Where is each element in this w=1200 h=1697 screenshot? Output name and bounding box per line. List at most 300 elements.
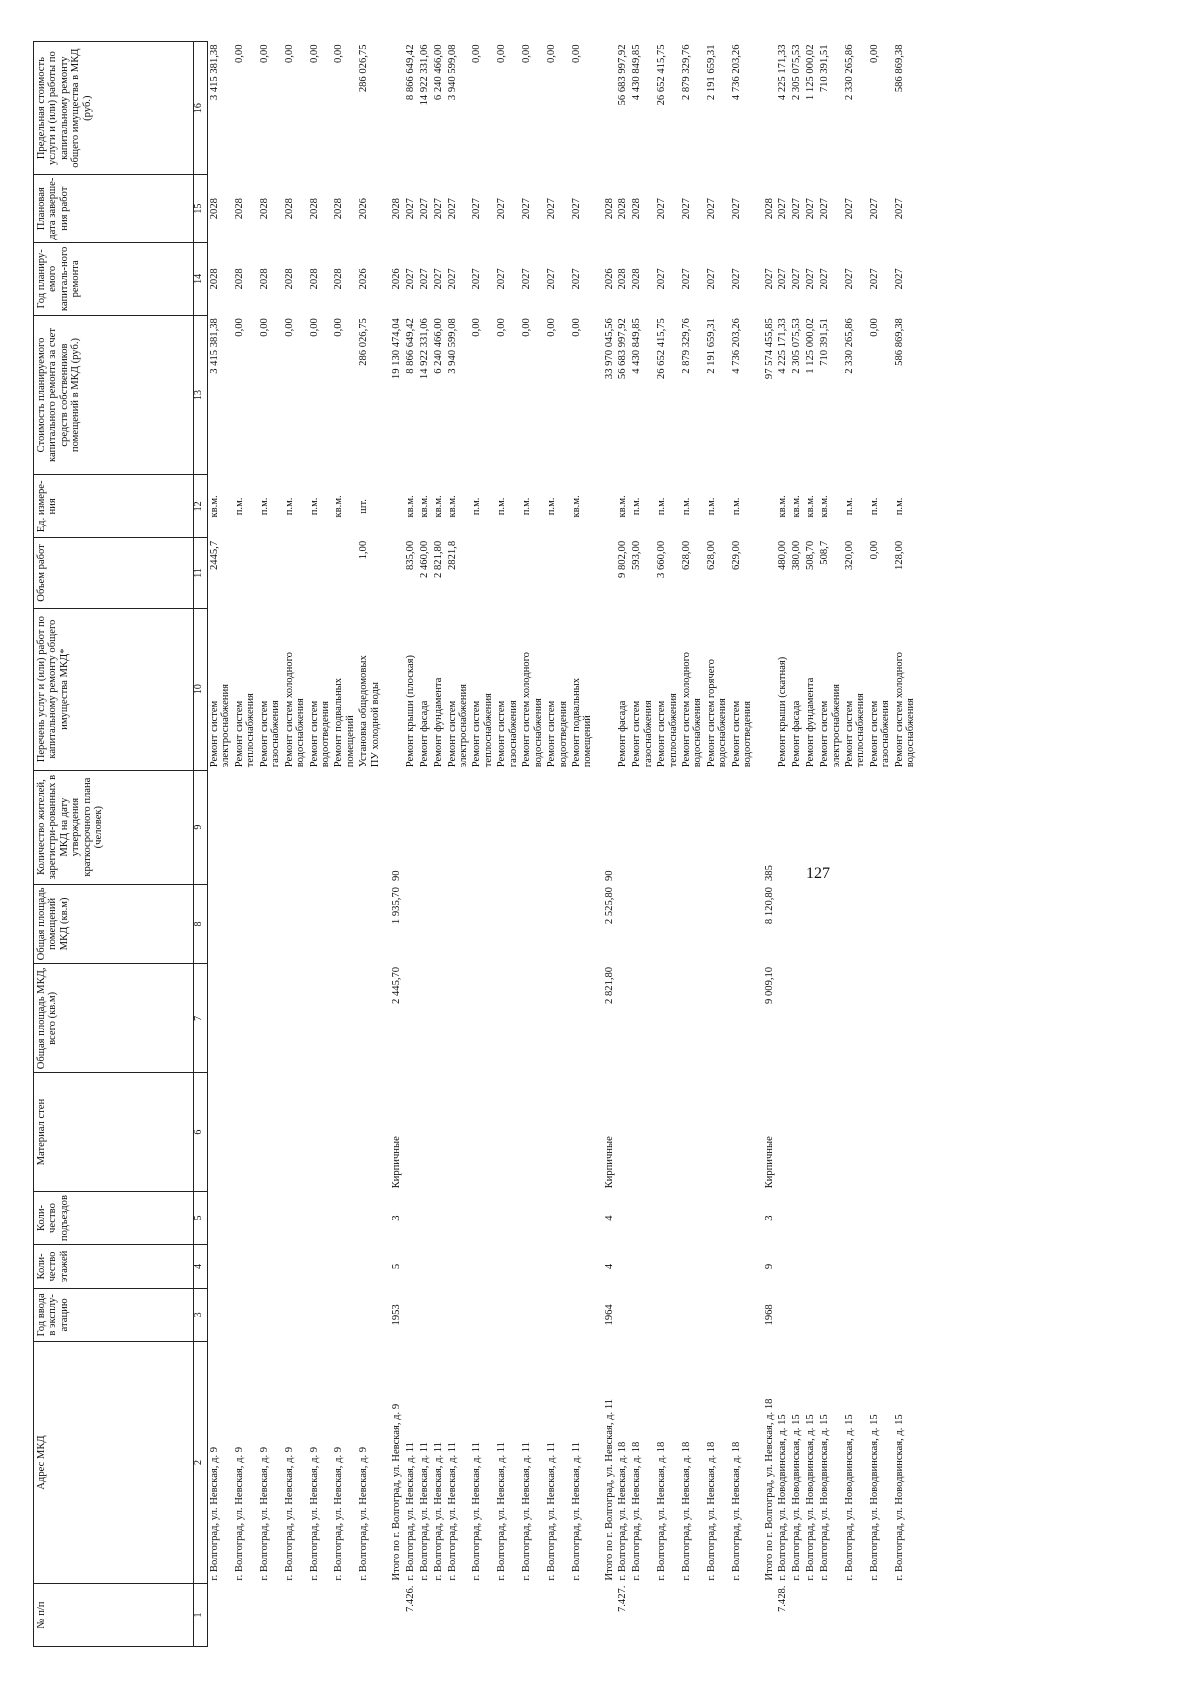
cell-work-volume xyxy=(520,538,545,608)
cell-work-volume: 1,00 xyxy=(358,540,370,560)
cell-completion-date: 2027 xyxy=(418,198,430,220)
cell-work-type xyxy=(595,608,616,770)
cell-commission-year xyxy=(868,1288,893,1341)
cell-work-volume: 593,00 xyxy=(631,540,643,570)
cell-max-cost: 0,00 xyxy=(258,44,270,64)
cell-wall-material xyxy=(357,1073,382,1192)
cell-work-volume xyxy=(570,538,595,608)
column-header: Год планиру-емого капиталь-ного ремонта xyxy=(34,243,194,316)
cell-work-type: Ремонт фасада xyxy=(418,700,430,768)
cell-completion-date: 2028 xyxy=(617,198,629,220)
cell-total-area xyxy=(404,964,418,1073)
cell-floors: 5 xyxy=(391,1263,403,1270)
cell-work-type: Ремонт систем газоснабжения xyxy=(496,700,519,768)
cell-wall-material xyxy=(208,1073,233,1192)
cell-max-cost: 0,00 xyxy=(233,44,245,64)
cell-work-volume xyxy=(495,538,520,608)
cell-work-type: Ремонт систем холодного водоснабжения xyxy=(283,652,307,768)
cell-row-number xyxy=(818,1584,843,1647)
cell-completion-date: 2027 xyxy=(893,198,905,220)
cell-repair-year: 2028 xyxy=(209,268,220,290)
cell-floors xyxy=(868,1245,893,1289)
cell-address: г. Волгоград, ул. Невская, д. 9 xyxy=(308,1446,320,1581)
cell-total-area: 2 445,70 xyxy=(391,966,403,1004)
cell-commission-year xyxy=(357,1288,382,1341)
cell-repair-year: 2028 xyxy=(617,268,629,290)
table-row xyxy=(446,42,471,1647)
cell-entrances xyxy=(520,1191,545,1244)
cell-total-area xyxy=(432,964,446,1073)
table-row xyxy=(283,42,308,1647)
cell-floors xyxy=(283,1245,308,1289)
cell-residents xyxy=(893,770,918,884)
cell-total-area xyxy=(357,964,382,1073)
cell-row-number xyxy=(233,1584,258,1647)
cell-row-number xyxy=(595,1584,616,1647)
cell-max-cost: 0,00 xyxy=(570,44,582,64)
cell-max-cost: 6 240 466,00 xyxy=(432,44,444,101)
cell-completion-date: 2027 xyxy=(843,198,855,220)
cell-row-number: 7.428. xyxy=(777,1585,789,1613)
cell-premises-area xyxy=(495,884,520,964)
cell-completion-date: 2028 xyxy=(763,198,775,220)
cell-completion-date: 2027 xyxy=(656,198,668,220)
cell-max-cost xyxy=(382,42,403,175)
column-header: Ед. измере-ния xyxy=(34,475,194,538)
cell-row-number xyxy=(382,1584,403,1647)
cell-unit: шт. xyxy=(358,499,370,514)
cell-wall-material xyxy=(520,1073,545,1192)
cell-unit: кв.м. xyxy=(791,495,803,518)
cell-total-area xyxy=(843,964,868,1073)
column-header: № п/п xyxy=(34,1584,194,1647)
cell-completion-date: 2028 xyxy=(209,198,220,220)
cell-max-cost: 4 736 203,26 xyxy=(730,44,742,101)
cell-wall-material xyxy=(818,1073,843,1192)
cell-address: г. Волгоград, ул. Невская, д. 11 xyxy=(432,1442,444,1581)
cell-entrances xyxy=(655,1191,680,1244)
cell-total-area xyxy=(332,964,357,1073)
cell-floors xyxy=(776,1245,790,1289)
cell-work-volume: 2 460,00 xyxy=(418,540,430,578)
cell-address: г. Волгоград, ул. Невская, д. 18 xyxy=(631,1441,643,1581)
cell-residents: 385 xyxy=(763,865,775,882)
cell-unit: кв.м. xyxy=(404,495,416,518)
cell-row-number xyxy=(630,1584,655,1647)
cell-wall-material xyxy=(868,1073,893,1192)
column-number: 10 xyxy=(194,608,208,770)
cell-work-volume: 380,00 xyxy=(791,540,803,570)
cell-premises-area xyxy=(730,884,755,964)
cell-address: г. Волгоград, ул. Новодвинская, д. 15 xyxy=(805,1414,817,1581)
cell-repair-year: 2028 xyxy=(233,268,245,290)
cell-floors xyxy=(495,1245,520,1289)
cell-total-area: 9 009,10 xyxy=(763,966,775,1004)
cell-row-number xyxy=(655,1584,680,1647)
cell-premises-area: 8 120,80 xyxy=(763,887,775,925)
cell-planned-cost: 1 125 000,02 xyxy=(805,318,817,374)
cell-unit: кв.м. xyxy=(805,495,817,518)
column-number: 9 xyxy=(194,770,208,884)
table-row xyxy=(616,42,630,1647)
cell-planned-cost: 14 922 331,06 xyxy=(418,318,430,380)
cell-premises-area xyxy=(258,884,283,964)
cell-entrances xyxy=(495,1191,520,1244)
cell-row-number: 7.426. xyxy=(404,1585,416,1613)
cell-residents xyxy=(495,770,520,884)
cell-completion-date: 2026 xyxy=(358,198,370,220)
cell-repair-year: 2027 xyxy=(521,268,533,290)
cell-unit: п.м. xyxy=(521,497,533,516)
column-number: 5 xyxy=(194,1191,208,1244)
cell-max-cost: 8 866 649,42 xyxy=(404,44,416,101)
cell-planned-cost: 97 574 455,85 xyxy=(763,318,775,380)
cell-work-volume: 320,00 xyxy=(843,540,855,570)
cell-work-volume: 835,00 xyxy=(404,540,416,570)
table-row xyxy=(730,42,755,1647)
cell-floors xyxy=(545,1245,570,1289)
cell-wall-material: Кирпичные xyxy=(391,1136,403,1189)
cell-wall-material xyxy=(776,1073,790,1192)
cell-commission-year xyxy=(283,1288,308,1341)
page-number: 127 xyxy=(806,865,830,882)
column-header: Предельная стоимость услуги и (или) работы по капитальному ремонту общего имущества в МКД (руб.) xyxy=(34,42,194,175)
column-number: 13 xyxy=(194,315,208,475)
cell-row-number: 7.427. xyxy=(617,1585,629,1613)
cell-address: г. Волгоград, ул. Новодвинская, д. 15 xyxy=(868,1414,880,1581)
cell-residents xyxy=(730,770,755,884)
cell-total-area xyxy=(570,964,595,1073)
cell-floors xyxy=(418,1245,432,1289)
cell-work-volume: 628,00 xyxy=(681,540,692,570)
cell-entrances xyxy=(208,1191,233,1244)
cell-max-cost: 2 879 329,76 xyxy=(681,44,692,101)
cell-residents xyxy=(655,770,680,884)
cell-wall-material xyxy=(655,1073,680,1192)
table-body xyxy=(208,42,918,1647)
column-header: Количество жителей, зарегистри-рованных в МКД на дату утверждения краткосрочного плана (человек) xyxy=(34,770,194,884)
cell-address: г. Волгоград, ул. Невская, д. 11 xyxy=(404,1442,416,1581)
column-number: 11 xyxy=(194,538,208,608)
table-row xyxy=(790,42,804,1647)
cell-unit: кв.м. xyxy=(570,495,582,518)
cell-repair-year: 2028 xyxy=(258,268,270,290)
cell-commission-year xyxy=(432,1288,446,1341)
cell-commission-year xyxy=(655,1288,680,1341)
cell-floors xyxy=(332,1245,357,1289)
column-number: 14 xyxy=(194,243,208,316)
table-row xyxy=(308,42,333,1647)
cell-work-type: Ремонт систем холодного водоснабжения xyxy=(681,652,704,768)
cell-work-type xyxy=(382,608,403,770)
cell-max-cost: 0,00 xyxy=(471,44,483,64)
cell-total-area xyxy=(446,964,471,1073)
column-number: 1 xyxy=(194,1584,208,1647)
cell-wall-material xyxy=(705,1073,730,1192)
table-row xyxy=(804,42,818,1647)
cell-unit: п.м. xyxy=(893,497,905,516)
cell-total-area xyxy=(655,964,680,1073)
cell-floors xyxy=(233,1245,258,1289)
cell-residents: 90 xyxy=(603,870,615,882)
cell-residents xyxy=(233,770,258,884)
column-header: Общая площадь помещений МКД (кв.м) xyxy=(34,884,194,964)
cell-repair-year: 2027 xyxy=(763,268,775,290)
cell-commission-year xyxy=(804,1288,818,1341)
cell-entrances xyxy=(404,1191,418,1244)
column-number: 2 xyxy=(194,1341,208,1583)
cell-wall-material xyxy=(470,1073,495,1192)
cell-residents xyxy=(283,770,308,884)
cell-premises-area xyxy=(332,884,357,964)
cell-repair-year: 2028 xyxy=(631,268,643,290)
table-row xyxy=(432,42,446,1647)
column-header: Объем работ xyxy=(34,538,194,608)
cell-address: г. Волгоград, ул. Невская, д. 11 xyxy=(570,1442,582,1581)
cell-row-number xyxy=(843,1584,868,1647)
cell-planned-cost: 2 879 329,76 xyxy=(681,318,692,374)
cell-work-volume: 629,00 xyxy=(730,540,742,570)
cell-work-type: Ремонт фундамента xyxy=(805,677,817,768)
cell-work-volume xyxy=(382,538,403,608)
column-number: 4 xyxy=(194,1245,208,1289)
cell-premises-area xyxy=(432,884,446,964)
cell-repair-year: 2028 xyxy=(333,268,345,290)
cell-wall-material xyxy=(730,1073,755,1192)
cell-commission-year xyxy=(630,1288,655,1341)
cell-entrances xyxy=(630,1191,655,1244)
cell-commission-year xyxy=(776,1288,790,1341)
cell-floors xyxy=(446,1245,471,1289)
table-row xyxy=(418,42,432,1647)
cell-repair-year: 2026 xyxy=(391,268,403,290)
cell-entrances xyxy=(283,1191,308,1244)
cell-work-type: Ремонт систем газоснабжения xyxy=(258,700,282,768)
cell-premises-area xyxy=(308,884,333,964)
cell-unit: п.м. xyxy=(843,497,855,516)
capital-repair-table xyxy=(33,41,918,1647)
cell-unit: кв.м. xyxy=(446,495,458,518)
cell-premises-area xyxy=(843,884,868,964)
cell-work-type: Ремонт систем горячего водоснабжения xyxy=(705,659,729,768)
cell-max-cost: 710 391,51 xyxy=(819,44,831,93)
cell-commission-year xyxy=(258,1288,283,1341)
cell-entrances xyxy=(418,1191,432,1244)
cell-address: г. Волгоград, ул. Невская, д. 9 xyxy=(283,1446,295,1581)
cell-max-cost: 0,00 xyxy=(333,44,345,64)
cell-unit xyxy=(382,475,403,538)
cell-work-type: Ремонт фасада xyxy=(791,700,803,768)
cell-repair-year: 2028 xyxy=(308,268,320,290)
cell-floors xyxy=(208,1245,233,1289)
cell-wall-material xyxy=(404,1073,418,1192)
cell-address: г. Волгоград, ул. Невская, д. 11 xyxy=(471,1442,483,1581)
cell-row-number xyxy=(432,1584,446,1647)
cell-planned-cost: 0,00 xyxy=(521,318,533,337)
cell-address: г. Волгоград, ул. Новодвинская, д. 15 xyxy=(819,1414,831,1581)
column-number: 15 xyxy=(194,175,208,243)
cell-unit: п.м. xyxy=(868,497,880,516)
cell-max-cost: 2 330 265,86 xyxy=(843,44,855,101)
cell-unit: п.м. xyxy=(656,497,668,516)
cell-wall-material xyxy=(432,1073,446,1192)
cell-completion-date: 2028 xyxy=(233,198,245,220)
cell-total-area xyxy=(545,964,570,1073)
cell-completion-date: 2027 xyxy=(570,198,582,220)
cell-row-number xyxy=(495,1584,520,1647)
cell-completion-date: 2028 xyxy=(333,198,345,220)
cell-max-cost: 14 922 331,06 xyxy=(418,44,430,106)
cell-commission-year xyxy=(730,1288,755,1341)
cell-floors xyxy=(570,1245,595,1289)
cell-completion-date: 2027 xyxy=(446,198,458,220)
header-row xyxy=(34,42,194,1647)
cell-total-area xyxy=(776,964,790,1073)
cell-residents xyxy=(404,770,418,884)
cell-unit: п.м. xyxy=(546,497,558,516)
cell-entrances xyxy=(470,1191,495,1244)
cell-planned-cost: 8 866 649,42 xyxy=(404,318,416,374)
cell-repair-year: 2026 xyxy=(603,268,615,290)
column-header: Перечень услуг и (или) работ по капитальному ремонту общего имущества МКД* xyxy=(34,608,194,770)
table-row xyxy=(570,42,595,1647)
cell-address: г. Волгоград, ул. Невская, д. 9 xyxy=(333,1446,345,1581)
total-row xyxy=(382,42,403,1647)
cell-max-cost: 0,00 xyxy=(496,44,508,64)
cell-commission-year xyxy=(418,1288,432,1341)
cell-max-cost: 586 869,38 xyxy=(893,44,905,93)
cell-wall-material xyxy=(804,1073,818,1192)
cell-work-type: Установка общедомовых ПУ холодной воды xyxy=(358,655,381,768)
cell-wall-material xyxy=(616,1073,630,1192)
cell-work-type: Ремонт систем теплоснабжения xyxy=(656,693,679,768)
cell-residents xyxy=(818,770,843,884)
column-number: 8 xyxy=(194,884,208,964)
cell-repair-year: 2027 xyxy=(681,268,692,290)
cell-planned-cost: 0,00 xyxy=(258,318,270,337)
cell-entrances xyxy=(308,1191,333,1244)
cell-total-area xyxy=(804,964,818,1073)
table-row xyxy=(705,42,730,1647)
cell-wall-material xyxy=(283,1073,308,1192)
cell-floors xyxy=(893,1245,918,1289)
cell-work-type: Ремонт крыши (скатная) xyxy=(777,656,789,768)
column-header: Коли-чество этажей xyxy=(34,1245,194,1289)
cell-commission-year: 1968 xyxy=(763,1304,775,1326)
cell-row-number xyxy=(258,1584,283,1647)
cell-floors xyxy=(258,1245,283,1289)
cell-floors xyxy=(730,1245,755,1289)
cell-row-number xyxy=(804,1584,818,1647)
cell-wall-material xyxy=(495,1073,520,1192)
cell-wall-material xyxy=(545,1073,570,1192)
cell-address: г. Волгоград, ул. Невская, д. 18 xyxy=(656,1441,668,1581)
column-header: Плановая дата заверше-ния работ xyxy=(34,175,194,243)
cell-commission-year xyxy=(233,1288,258,1341)
cell-total-area xyxy=(308,964,333,1073)
cell-floors xyxy=(616,1245,630,1289)
cell-planned-cost: 6 240 466,00 xyxy=(432,318,444,374)
cell-total-area xyxy=(283,964,308,1073)
cell-work-volume xyxy=(233,538,258,608)
cell-entrances xyxy=(258,1191,283,1244)
cell-completion-date: 2028 xyxy=(631,198,643,220)
table-row xyxy=(495,42,520,1647)
cell-premises-area xyxy=(283,884,308,964)
cell-work-volume xyxy=(755,538,776,608)
cell-planned-cost: 586 869,38 xyxy=(893,318,905,366)
cell-entrances xyxy=(233,1191,258,1244)
cell-work-type: Ремонт систем холодного водоснабжения xyxy=(893,652,917,768)
column-header: Общая площадь МКД, всего (кв.м) xyxy=(34,964,194,1073)
cell-planned-cost: 19 130 474,04 xyxy=(391,318,403,380)
cell-unit: кв.м. xyxy=(777,495,789,518)
cell-wall-material xyxy=(680,1073,705,1192)
cell-address: г. Волгоград, ул. Новодвинская, д. 15 xyxy=(777,1414,789,1581)
column-header: Материал стен xyxy=(34,1073,194,1192)
cell-row-number xyxy=(705,1584,730,1647)
cell-premises-area xyxy=(616,884,630,964)
cell-repair-year: 2027 xyxy=(546,268,558,290)
cell-floors xyxy=(705,1245,730,1289)
cell-work-type: Ремонт систем электроснабжения xyxy=(819,683,842,768)
cell-floors xyxy=(818,1245,843,1289)
cell-planned-cost: 0,00 xyxy=(471,318,483,337)
cell-max-cost: 26 652 415,75 xyxy=(656,44,668,106)
cell-commission-year xyxy=(705,1288,730,1341)
cell-address: г. Волгоград, ул. Новодвинская, д. 15 xyxy=(791,1414,803,1581)
cell-max-cost: 3 940 599,08 xyxy=(446,44,458,101)
cell-floors xyxy=(680,1245,705,1289)
cell-unit xyxy=(755,475,776,538)
column-header: Коли-чество подъездов xyxy=(34,1191,194,1244)
cell-premises-area xyxy=(630,884,655,964)
cell-planned-cost: 33 970 045,56 xyxy=(603,318,615,380)
cell-total-area xyxy=(233,964,258,1073)
total-row xyxy=(595,42,616,1647)
cell-entrances xyxy=(893,1191,918,1244)
cell-max-cost xyxy=(755,42,776,175)
cell-work-volume: 2 821,80 xyxy=(432,540,444,578)
cell-address: г. Волгоград, ул. Новодвинская, д. 15 xyxy=(843,1414,855,1581)
cell-work-volume xyxy=(283,538,308,608)
column-number: 7 xyxy=(194,964,208,1073)
cell-residents xyxy=(418,770,432,884)
cell-work-type: Ремонт подвальных помещений xyxy=(570,677,594,768)
column-number: 16 xyxy=(194,42,208,175)
cell-wall-material xyxy=(258,1073,283,1192)
cell-row-number xyxy=(446,1584,471,1647)
column-number: 12 xyxy=(194,475,208,538)
cell-completion-date: 2028 xyxy=(283,198,295,220)
cell-total-area xyxy=(680,964,705,1073)
cell-address: г. Волгоград, ул. Невская, д. 9 xyxy=(358,1446,370,1581)
cell-commission-year xyxy=(495,1288,520,1341)
cell-floors xyxy=(470,1245,495,1289)
cell-premises-area xyxy=(446,884,471,964)
cell-row-number xyxy=(893,1584,918,1647)
cell-planned-cost: 4 736 203,26 xyxy=(730,318,742,374)
cell-premises-area xyxy=(655,884,680,964)
cell-commission-year xyxy=(616,1288,630,1341)
cell-work-type: Ремонт систем водоотведения xyxy=(308,700,331,768)
cell-premises-area xyxy=(705,884,730,964)
cell-floors xyxy=(655,1245,680,1289)
cell-premises-area xyxy=(233,884,258,964)
cell-work-volume: 0,00 xyxy=(868,540,880,560)
cell-work-volume: 3 660,00 xyxy=(656,540,668,578)
cell-max-cost: 0,00 xyxy=(521,44,533,64)
